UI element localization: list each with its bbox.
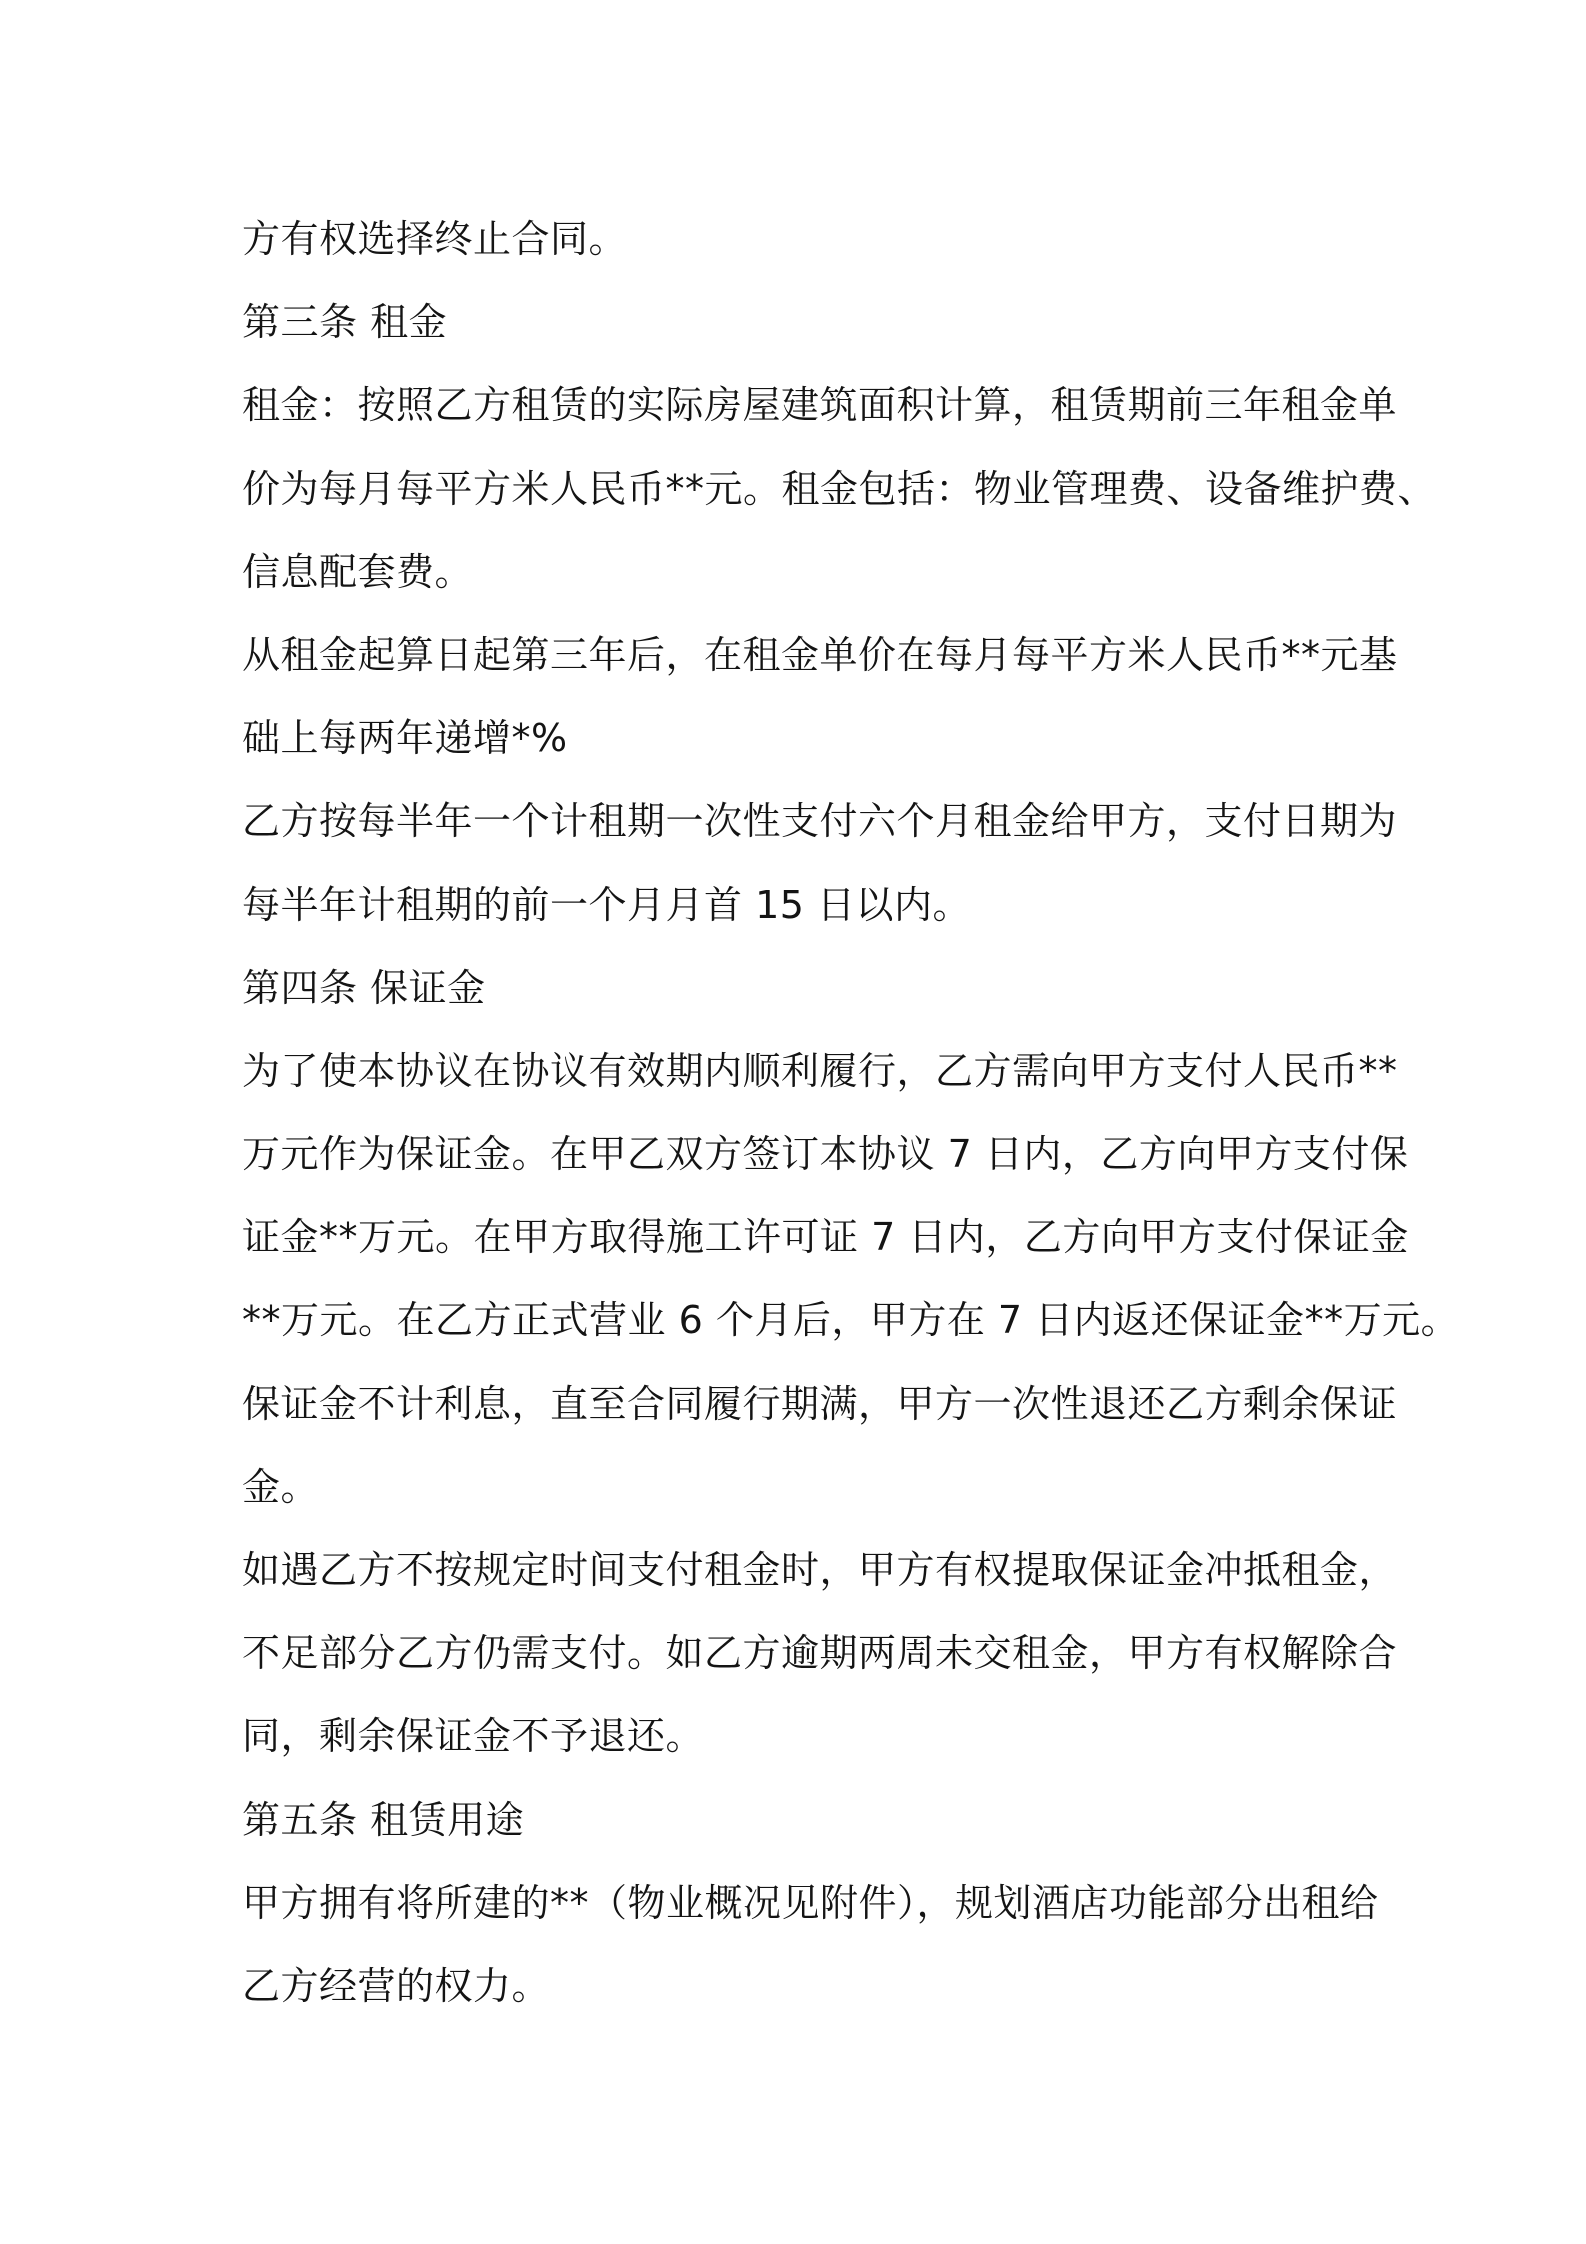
text-line: 础上每两年递增*% xyxy=(242,716,568,761)
text-line: 乙方按每半年一个计租期一次性支付六个月租金给甲方，支付日期为 xyxy=(242,799,1398,844)
text-line: 如遇乙方不按规定时间支付租金时，甲方有权提取保证金冲抵租金， xyxy=(242,1548,1398,1592)
text-line: 信息配套费。 xyxy=(242,549,474,594)
text-line: 保证金不计利息，直至合同履行期满，甲方一次性退还乙方剩余保证 xyxy=(242,1381,1398,1426)
text-line: 方有权选择终止合同。 xyxy=(242,217,628,261)
section-heading-article-5: 第五条 租赁用途 xyxy=(242,1797,525,1842)
text-line: 金。 xyxy=(242,1464,320,1509)
text-line: 乙方经营的权力。 xyxy=(242,1963,551,2008)
text-line: 甲方拥有将所建的**（物业概况见附件），规划酒店功能部分出租给 xyxy=(242,1880,1379,1925)
text-line: 万元作为保证金。在甲乙双方签订本协议 7 日内，乙方向甲方支付保 xyxy=(242,1132,1409,1177)
document-body xyxy=(242,198,1460,2028)
text-line: **万元。在乙方正式营业 6 个月后，甲方在 7 日内返还保证金**万元。 xyxy=(242,1298,1460,1343)
text-line: 价为每月每平方米人民币**元。租金包括：物业管理费、设备维护费、 xyxy=(242,466,1437,511)
text-line: 不足部分乙方仍需支付。如乙方逾期两周未交租金，甲方有权解除合 xyxy=(242,1631,1398,1676)
text-line: 为了使本协议在协议有效期内顺利履行，乙方需向甲方支付人民币** xyxy=(242,1048,1398,1093)
text-line: 租金：按照乙方租赁的实际房屋建筑面积计算，租赁期前三年租金单 xyxy=(242,383,1398,428)
text-line: 每半年计租期的前一个月月首 15 日以内。 xyxy=(242,882,972,927)
text-line: 同，剩余保证金不予退还。 xyxy=(242,1714,705,1759)
text-line: 证金**万元。在甲方取得施工许可证 7 日内，乙方向甲方支付保证金 xyxy=(242,1215,1409,1260)
section-heading-article-4: 第四条 保证金 xyxy=(242,965,486,1010)
text-line: 从租金起算日起第三年后，在租金单价在每月每平方米人民币**元基 xyxy=(242,632,1398,677)
section-heading-article-3: 第三条 租金 xyxy=(242,300,448,345)
